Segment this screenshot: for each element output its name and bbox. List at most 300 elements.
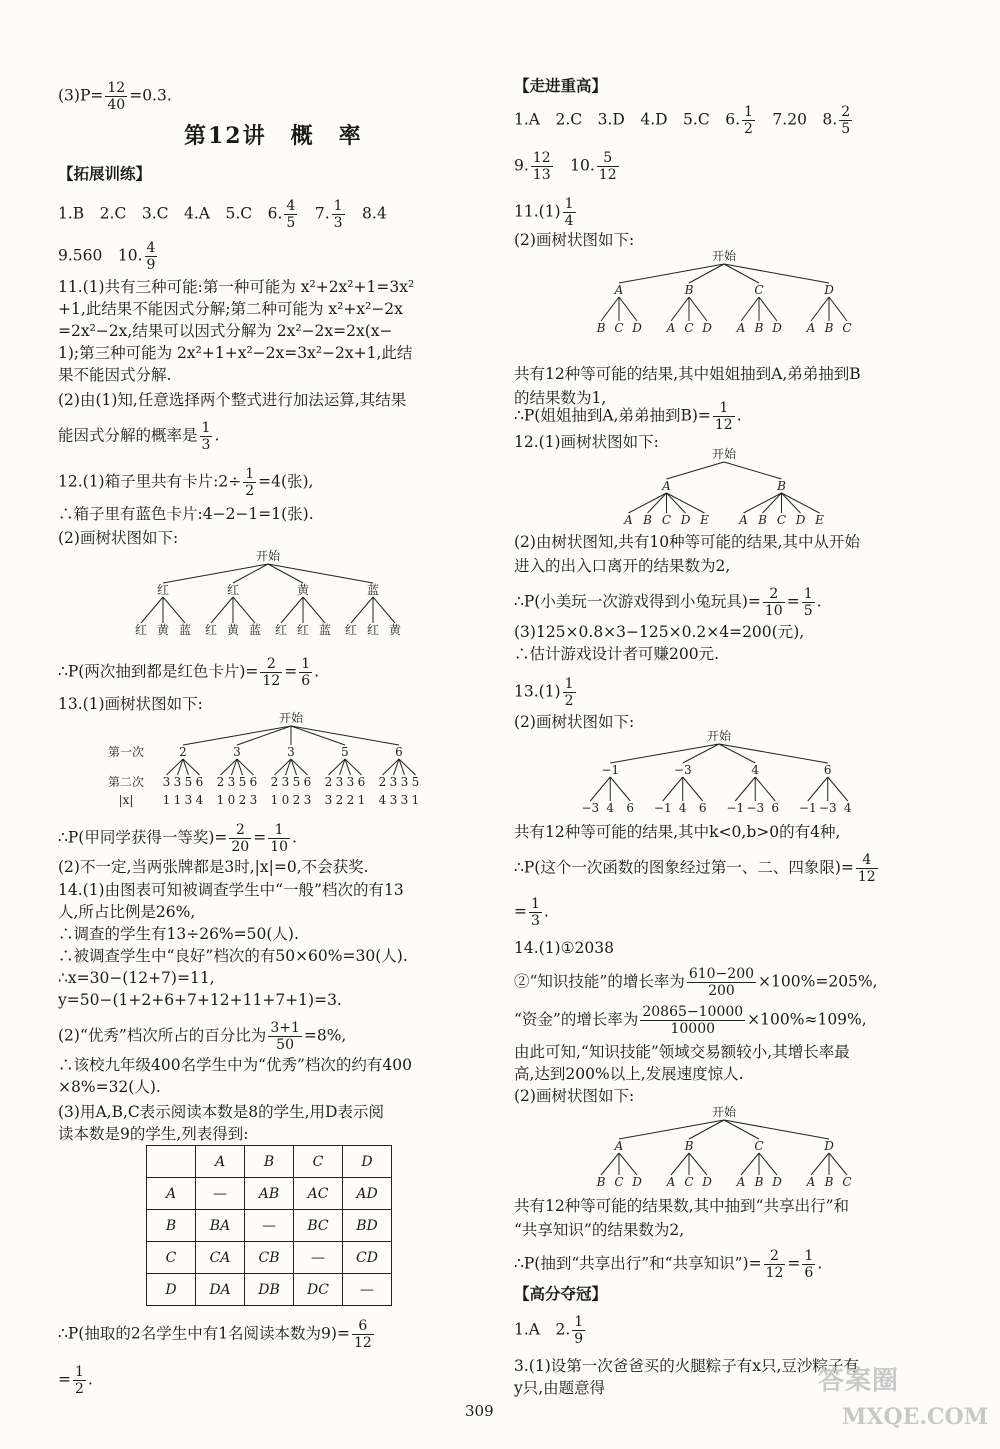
denominator: 12 — [262, 673, 281, 689]
tree-branch — [811, 297, 829, 321]
text-line: ∴被调查学生中“良好”档次的有50×60%=30(人). — [58, 947, 408, 965]
tree-branch — [291, 726, 345, 745]
answer-line — [514, 852, 880, 885]
tree-node: B — [684, 1139, 694, 1153]
tree-leaf: 3 — [400, 775, 409, 789]
text-line: (3)125×0.8×3−125×0.2×4=200(元), — [514, 623, 805, 641]
tree-leaf: −3 — [818, 801, 837, 815]
denominator: 5 — [286, 215, 296, 231]
text: 1.A 2.C 3.D 4.D 5.C 6. — [514, 110, 740, 129]
tree-branch — [601, 1153, 619, 1175]
tree-root: 开始 — [711, 447, 737, 461]
answer-line — [58, 80, 172, 113]
tree-leaf: 4 — [843, 801, 852, 815]
answer-line — [58, 240, 159, 273]
text: 8.4 — [346, 204, 387, 223]
tree-branch — [719, 744, 828, 763]
section-heading: 【拓展训练】 — [58, 164, 152, 183]
table-cell: CD — [343, 1242, 392, 1274]
table-cell: DA — [196, 1274, 245, 1306]
table-cell: CA — [196, 1242, 245, 1274]
tree-branch — [689, 1153, 707, 1175]
abs-value: 3 — [400, 793, 409, 807]
tree-branch — [667, 462, 725, 479]
row-label: 第二次 — [108, 775, 145, 789]
tree-leaf: B — [824, 321, 834, 335]
section-heading: 【高分夺冠】 — [514, 1284, 608, 1303]
tree-diagram-r14 — [584, 1104, 864, 1196]
abs-value: 1 — [270, 793, 279, 807]
tree-branch — [141, 597, 163, 623]
denominator: 6 — [301, 673, 311, 689]
answer-line — [58, 1318, 376, 1351]
tree-leaf: C — [842, 1175, 852, 1189]
answer-line — [514, 196, 578, 229]
numerator: 20865−10000 — [642, 1004, 744, 1020]
tree-leaf: 3 — [162, 775, 171, 789]
text: ×100%≈109%, — [747, 1010, 867, 1029]
fraction — [260, 656, 282, 689]
text-line: 果不能因式分解. — [58, 366, 172, 384]
denominator: 20 — [231, 839, 250, 855]
tree-leaf: A — [666, 321, 676, 335]
table-cell: A — [196, 1146, 245, 1178]
denominator: 2 — [744, 121, 753, 137]
tree-leaf: A — [624, 513, 633, 527]
tree-branch — [590, 777, 610, 801]
denominator: 2 — [75, 1381, 84, 1397]
tree-branch — [829, 297, 847, 321]
tree-leaf: D — [632, 1175, 642, 1189]
text: (2)“优秀”档次所占的百分比为 — [58, 1026, 267, 1045]
denominator: 3 — [333, 215, 343, 231]
tree-node: 6 — [395, 745, 403, 759]
tree-branch — [671, 1153, 689, 1175]
pair-table-body — [147, 1146, 392, 1306]
numerator: 2 — [260, 656, 282, 673]
fraction — [687, 966, 756, 999]
tree-leaf: 3 — [227, 775, 236, 789]
abs-value: 3 — [389, 793, 398, 807]
tree-leaf: E — [700, 513, 709, 527]
text: . — [314, 662, 320, 681]
tree-node: −1 — [601, 763, 620, 777]
text: =4(张), — [258, 472, 314, 491]
tree-leaf: 3 — [281, 775, 290, 789]
tree-leaf: 2 — [216, 775, 225, 789]
text: . — [87, 1370, 93, 1389]
text-line: ∴箱子里有蓝色卡片:4−2−1=1(张). — [58, 505, 314, 523]
tree-leaf: 红 — [134, 623, 148, 637]
tree-node: A — [614, 283, 624, 297]
tree-node: 5 — [341, 745, 349, 759]
table-cell: DB — [245, 1274, 294, 1306]
tree-leaf: B — [824, 1175, 834, 1189]
text-line: (2)画树状图如下: — [514, 1087, 635, 1105]
row-label: 第一次 — [108, 745, 145, 759]
tree-branch — [610, 777, 630, 801]
tree-root: 开始 — [278, 711, 304, 725]
abs-value: 3 — [324, 793, 333, 807]
tree-leaf: D — [680, 513, 691, 527]
tree-leaf: D — [702, 1175, 712, 1189]
tree-branch — [808, 777, 828, 801]
answer-line — [514, 676, 578, 709]
numerator: 1 — [574, 1314, 584, 1330]
text: 7. — [299, 204, 330, 223]
tree-branch — [671, 297, 689, 321]
text-line: ∴估计游戏设计者可赚200元. — [514, 645, 720, 663]
numerator: 6 — [352, 1318, 374, 1335]
tree-leaf: 黄 — [388, 623, 402, 637]
text: = — [787, 1254, 801, 1273]
text-line: 进入的出入口离开的结果数为2, — [514, 557, 731, 575]
tree-leaf: 4 — [606, 801, 615, 815]
text: . — [816, 592, 822, 611]
text: 1.B 2.C 3.C 4.A 5.C 6. — [58, 204, 283, 223]
numerator: 1 — [75, 1364, 84, 1380]
tree-leaf: 6 — [303, 775, 312, 789]
tree-leaf: 6 — [626, 801, 635, 815]
tree-leaf: 6 — [249, 775, 258, 789]
tree-leaf: C — [614, 1175, 624, 1189]
tree-leaf: A — [739, 513, 748, 527]
tree-branch — [619, 1153, 637, 1175]
text-line: 共有12种等可能的结果,其中k<0,b>0的有4种, — [514, 823, 841, 841]
numerator: 4 — [146, 240, 156, 256]
tree-branch — [667, 493, 686, 513]
table-cell: — — [294, 1242, 343, 1274]
text-line: 11.(1)共有三种可能:第一种可能为 x²+2x²+1=3x² — [58, 278, 415, 296]
text-line: 共有12种等可能的结果,其中姐姐抽到A,弟弟抽到B — [514, 365, 861, 383]
tree-leaf: 5 — [184, 775, 193, 789]
denominator: 50 — [276, 1037, 294, 1053]
text-line: 人,所占比例是26%, — [58, 903, 196, 921]
table-row — [147, 1146, 392, 1178]
table-cell: — — [245, 1210, 294, 1242]
tree-leaf: −3 — [746, 801, 765, 815]
tree-branch — [619, 264, 724, 283]
watermark-logo: 答案圈 — [818, 1366, 900, 1396]
text-line: y=50−(1+2+6+7+12+11+7+1)=3. — [58, 991, 342, 1009]
tree-leaf: 红 — [344, 623, 358, 637]
table-cell: D — [147, 1274, 196, 1306]
tree-leaf: 蓝 — [248, 623, 262, 637]
tree-branch — [735, 777, 755, 801]
denominator: 12 — [598, 167, 617, 183]
tree-leaf: 红 — [366, 623, 380, 637]
fraction — [856, 852, 878, 885]
text: = — [786, 592, 800, 611]
text-line: ∴该校九年级400名学生中为“优秀”档次的约有400 — [58, 1056, 413, 1074]
table-cell: BA — [196, 1210, 245, 1242]
fraction — [640, 1004, 745, 1037]
tree-leaf: C — [842, 321, 852, 335]
tree-node: 2 — [179, 745, 187, 759]
tree-leaf: C — [614, 321, 624, 335]
text-line: 共有12种等可能的结果数,其中抽到“共享出行”和 — [514, 1197, 849, 1215]
tree-node: 红 — [156, 583, 170, 597]
text-line: “共享知识”的结果数为2, — [514, 1221, 685, 1239]
tree-leaf: 2 — [324, 775, 333, 789]
numerator: 4 — [856, 852, 878, 869]
table-cell: DC — [294, 1274, 343, 1306]
numerator: 1 — [301, 656, 311, 672]
fraction — [268, 822, 290, 855]
tree-branch — [741, 1153, 759, 1175]
table-cell: C — [294, 1146, 343, 1178]
fraction — [299, 656, 312, 689]
text-line: ×8%=32(人). — [58, 1078, 161, 1096]
fraction — [73, 1364, 86, 1397]
tree-branch — [303, 597, 325, 623]
numerator: 1 — [804, 1248, 814, 1264]
answer-line — [514, 896, 549, 929]
denominator: 40 — [107, 97, 126, 113]
text-line: 12.(1)画树状图如下: — [514, 433, 659, 451]
denominator: 13 — [532, 167, 551, 183]
fraction — [713, 400, 735, 433]
tree-root: 开始 — [706, 729, 732, 743]
abs-value: 2 — [346, 793, 355, 807]
numerator: 3+1 — [270, 1020, 300, 1036]
tree-leaf: −1 — [726, 801, 745, 815]
tree-branch — [724, 1120, 829, 1139]
abs-value: 1 — [357, 793, 366, 807]
fraction — [243, 466, 256, 499]
tree-branch — [373, 597, 395, 623]
text: 1.A 2. — [514, 1320, 571, 1339]
tree-node: C — [754, 283, 764, 297]
tree-leaf: B — [754, 321, 764, 335]
denominator: 5 — [803, 603, 813, 619]
watermark-url: MXQE.COM — [842, 1404, 989, 1430]
tree-leaf: 蓝 — [318, 623, 332, 637]
tree-branch — [601, 297, 619, 321]
tree-branch — [163, 564, 268, 583]
fraction — [839, 104, 852, 137]
answer-line — [58, 198, 387, 231]
denominator: 9 — [574, 1331, 584, 1347]
abs-value: 1 — [216, 793, 225, 807]
numerator: 2 — [764, 1248, 786, 1265]
text: 12.(1)箱子里共有卡片:2÷ — [58, 472, 242, 491]
text-line: 高,达到200%以上,发展速度惊人. — [514, 1065, 744, 1083]
text: 9.560 10. — [58, 246, 143, 265]
numerator: 12 — [107, 80, 126, 96]
numerator: 1 — [803, 586, 813, 602]
tree-diagram-r11 — [584, 248, 864, 344]
text: ②“知识技能”的增长率为 — [514, 972, 685, 991]
text: = — [253, 828, 267, 847]
fraction — [572, 1314, 585, 1347]
tree-leaf: 红 — [296, 623, 310, 637]
fraction — [802, 586, 815, 619]
table-cell: AD — [343, 1178, 392, 1210]
answer-line — [58, 466, 313, 499]
tree-svg — [584, 248, 864, 340]
tree-leaf: A — [806, 1175, 816, 1189]
fraction — [563, 196, 576, 229]
tree-branch — [610, 744, 719, 763]
text: 13.(1) — [514, 682, 561, 701]
text: ∴P(这个一次函数的图象经过第一、二、四象限)= — [514, 858, 854, 877]
tree-node: −3 — [673, 763, 692, 777]
text-line: ∴x=30−(12+7)=11, — [58, 969, 215, 987]
text: = — [514, 902, 527, 921]
numerator: 1 — [713, 400, 735, 417]
numerator: 1 — [564, 196, 574, 212]
tree-node: 3 — [233, 745, 241, 759]
tree-branch — [829, 1153, 847, 1175]
denominator: 6 — [804, 1265, 814, 1281]
tree-branch — [648, 493, 667, 513]
tree-leaf: 6 — [357, 775, 366, 789]
answer-line — [514, 1004, 867, 1037]
tree-leaf: D — [772, 321, 782, 335]
tree-leaf: 6 — [195, 775, 204, 789]
tree-leaf: 2 — [270, 775, 279, 789]
table-cell: B — [245, 1146, 294, 1178]
tree-node: D — [824, 283, 834, 297]
table-cell: BC — [294, 1210, 343, 1242]
text: 能因式分解的概率是 — [58, 426, 198, 445]
denominator: 12 — [765, 1265, 784, 1281]
tree-root: 开始 — [255, 549, 281, 563]
tree-svg — [108, 710, 428, 810]
text: =0.3. — [129, 86, 172, 105]
text: ∴P(小美玩一次游戏得到小兔玩具)= — [514, 592, 761, 611]
tree-branch — [619, 297, 637, 321]
text-line: 3.(1)设第一次爸爸买的火腿粽子有x只,豆沙粽子有 — [514, 1357, 859, 1375]
denominator: 5 — [841, 121, 851, 137]
text: . — [292, 828, 297, 847]
section-heading: 【走进重高】 — [514, 76, 608, 95]
lesson-title: 第12讲 概 率 — [184, 123, 363, 149]
page-number: 309 — [465, 1402, 494, 1420]
abs-value: 4 — [378, 793, 387, 807]
denominator: 3 — [531, 913, 540, 929]
fraction — [200, 420, 213, 453]
tree-leaf: C — [661, 513, 672, 527]
fraction — [802, 1248, 815, 1281]
tree-branch — [351, 597, 373, 623]
tree-leaf: 3 — [346, 775, 355, 789]
tree-branch — [163, 597, 185, 623]
fraction — [229, 822, 251, 855]
table-cell: A — [147, 1178, 196, 1210]
tree-leaf: D — [632, 321, 642, 335]
table-cell — [147, 1146, 196, 1178]
table-row — [147, 1242, 392, 1274]
text: ×100%=205%, — [758, 972, 878, 991]
tree-node: 黄 — [296, 583, 310, 597]
denominator: 2 — [245, 483, 255, 499]
tree-leaf: A — [736, 321, 746, 335]
answer-line — [514, 1248, 822, 1281]
tree-branch — [828, 777, 848, 801]
tree-branch — [744, 493, 782, 513]
table-cell: — — [196, 1178, 245, 1210]
text: . — [214, 426, 220, 445]
text-line: 读本数是9的学生,列表得到: — [58, 1125, 249, 1143]
tree-root: 开始 — [711, 249, 737, 263]
numerator: 1 — [744, 104, 753, 120]
denominator: 3 — [201, 437, 211, 453]
tree-node: 6 — [823, 763, 832, 777]
table-row — [147, 1210, 392, 1242]
numerator: 1 — [268, 822, 290, 839]
abs-value: 1 — [173, 793, 182, 807]
fraction — [563, 676, 576, 709]
tree-leaf: D — [772, 1175, 782, 1189]
tree-node: A — [614, 1139, 624, 1153]
tree-branch — [683, 777, 703, 801]
tree-leaf: −1 — [653, 801, 672, 815]
text-line: +1,此结果不能因式分解;第二种可能为 x²+x²−2x — [58, 300, 403, 318]
text: . — [736, 406, 742, 425]
denominator: 4 — [564, 213, 574, 229]
tree-diagram-r13 — [574, 728, 864, 824]
text: . — [817, 1254, 823, 1273]
fraction — [529, 896, 542, 929]
text-line: (2)不一定,当两张牌都是3时,|x|=0,不会获奖. — [58, 858, 369, 876]
tree-branch — [211, 597, 233, 623]
tree-leaf: B — [758, 513, 767, 527]
fraction — [742, 104, 755, 137]
tree-branch — [667, 493, 705, 513]
tree-branch — [281, 597, 303, 623]
text: . — [543, 902, 549, 921]
abs-value: 1 — [162, 793, 171, 807]
text: ∴P(抽到“共享出行”和“共享知识”)= — [514, 1254, 762, 1273]
tree-branch — [724, 462, 782, 479]
answer-line — [514, 400, 742, 433]
table-cell: B — [147, 1210, 196, 1242]
tree-branch — [291, 726, 399, 745]
text: 11.(1) — [514, 202, 561, 221]
text: 10. — [554, 156, 595, 175]
denominator: 9 — [146, 257, 156, 273]
tree-branch — [724, 264, 829, 283]
tree-leaf: D — [795, 513, 806, 527]
table-cell: CB — [245, 1242, 294, 1274]
tree-leaf: B — [643, 513, 652, 527]
tree-svg — [584, 1104, 864, 1192]
text-line: (2)画树状图如下: — [514, 231, 635, 249]
tree-leaf: 蓝 — [178, 623, 192, 637]
denominator: 12 — [714, 417, 733, 433]
numerator: 1 — [333, 198, 343, 214]
tree-leaf: 红 — [204, 623, 218, 637]
tree-leaf: 3 — [335, 775, 344, 789]
text-line: =2x²−2x,结果可以因式分解为 2x²−2x=2x(x− — [58, 322, 393, 340]
tree-branch — [782, 493, 801, 513]
abs-value: 2 — [292, 793, 301, 807]
pair-table — [146, 1145, 392, 1306]
tree-leaf: 3 — [389, 775, 398, 789]
answer-line — [514, 150, 621, 183]
tree-leaf: 5 — [292, 775, 301, 789]
tree-svg — [128, 548, 408, 644]
tree-leaf: 黄 — [156, 623, 170, 637]
abs-value: 0 — [227, 793, 236, 807]
text-line: 13.(1)画树状图如下: — [58, 695, 203, 713]
tree-leaf: 5 — [238, 775, 247, 789]
text-line: y只,由题意得 — [514, 1379, 606, 1397]
tree-branch — [782, 493, 820, 513]
text-line: 14.(1)由图表可知被调查学生中“一般”档次的有13 — [58, 881, 404, 899]
